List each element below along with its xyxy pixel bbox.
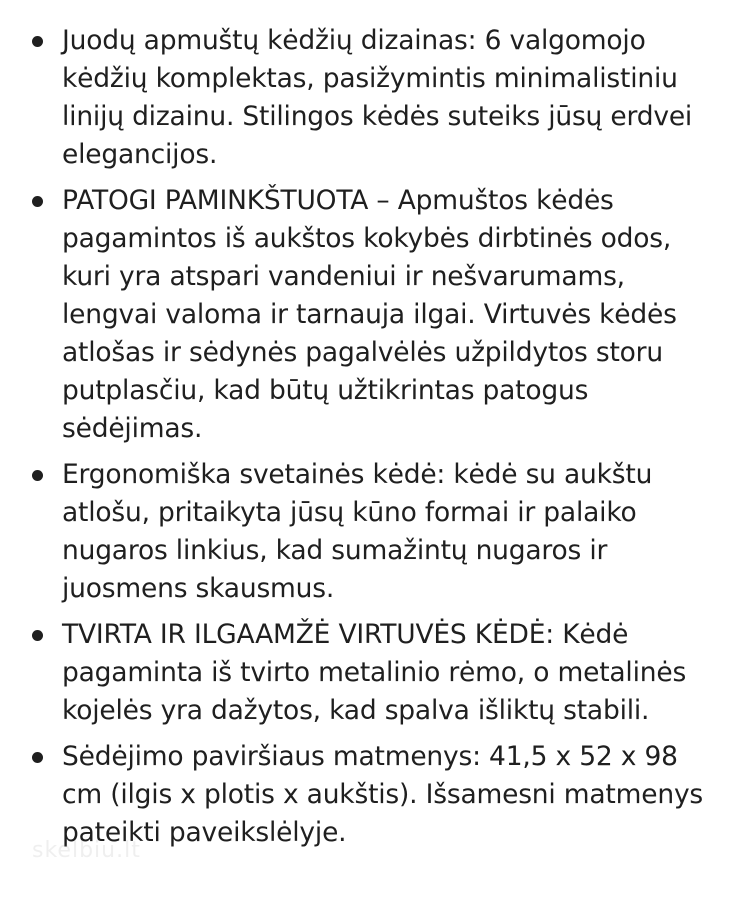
feature-bullet-item — [0, 616, 743, 730]
bullet-dot-icon — [32, 752, 43, 763]
feature-bullet-text: Sėdėjimo paviršiaus matmenys: 41,5 x 52 x 98 cm (ilgis x plotis x aukštis). Išsamesni matmenys pateikti paveikslėlyje. — [62, 741, 704, 848]
bullet-dot-icon — [32, 36, 43, 47]
bullet-dot-icon — [32, 470, 43, 481]
feature-bullet-list — [0, 22, 743, 860]
feature-bullet-item — [0, 738, 743, 852]
feature-bullet-text: Juodų apmuštų kėdžių dizainas: 6 valgomojo kėdžių komplektas, pasižymintis minimalistiniu linijų dizainu. Stilingos kėdės suteiks jūsų erdvei elegancijos. — [62, 25, 693, 170]
feature-bullet-item — [0, 22, 743, 174]
bullet-dot-icon — [32, 196, 43, 207]
watermark: skelbiu.lt — [32, 838, 141, 863]
feature-bullet-item — [0, 456, 743, 608]
feature-bullet-text: Ergonomiška svetainės kėdė: kėdė su aukštu atlošu, pritaikyta jūsų kūno formai ir palaiko nugaros linkius, kad sumažintų nugaros ir juosmens skausmus. — [62, 459, 653, 604]
feature-bullet-text: PATOGI PAMINKŠTUOTA – Apmuštos kėdės pagamintos iš aukštos kokybės dirbtinės odos, kuri yra atspari vandeniui ir nešvarumams, lengvai valoma ir tarnauja ilgai. Virtuvės kėdės atlošas ir sėdynės pagalvėlės užpildytos storu putplasčiu, kad būtų užtikrintas patogus sėdėjimas. — [62, 185, 677, 444]
bullet-dot-icon — [32, 630, 43, 641]
feature-bullet-item — [0, 182, 743, 448]
feature-bullet-text: TVIRTA IR ILGAAMŽĖ VIRTUVĖS KĖDĖ: Kėdė pagaminta iš tvirto metalinio rėmo, o metalinės kojelės yra dažytos, kad spalva išliktų stabili. — [62, 619, 687, 726]
